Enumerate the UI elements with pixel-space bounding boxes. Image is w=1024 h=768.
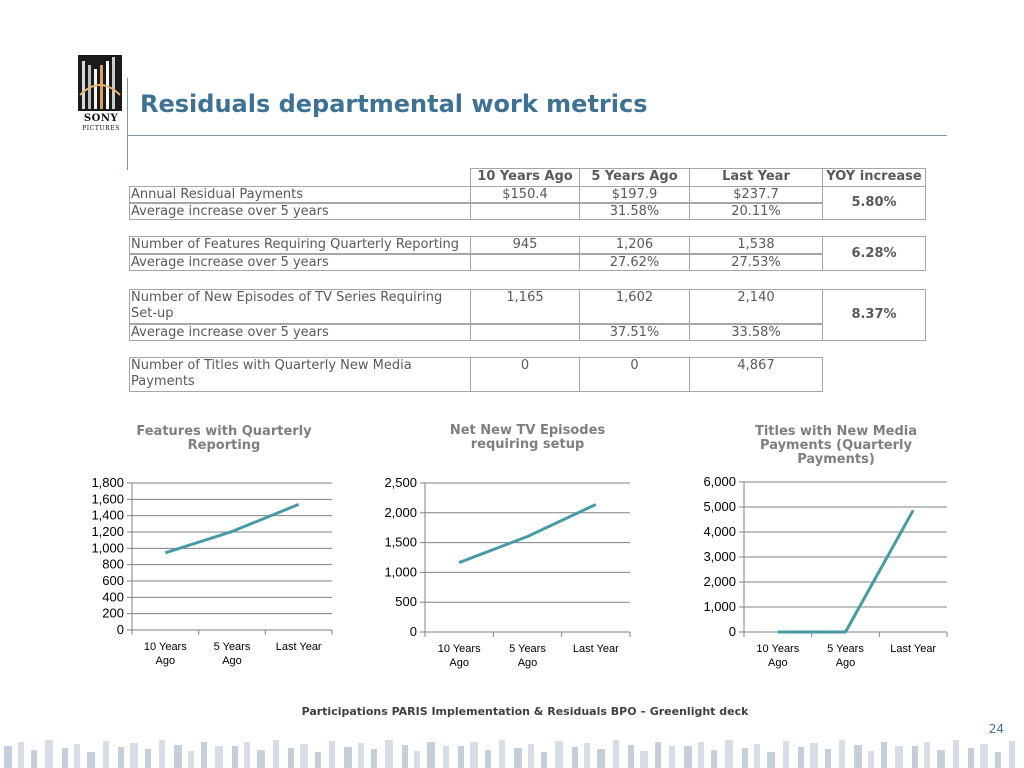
strip-bar xyxy=(924,742,930,768)
strip-bar xyxy=(953,740,959,768)
strip-bar xyxy=(4,746,12,768)
row-label: Number of New Episodes of TV Series Requiring Set-up xyxy=(129,289,471,324)
strip-bar xyxy=(232,746,238,768)
strip-bar xyxy=(980,744,988,768)
strip-bar xyxy=(215,746,223,768)
column-header: 5 Years Ago xyxy=(579,168,690,187)
strip-bar xyxy=(145,749,151,768)
strip-bar xyxy=(628,745,634,768)
strip-bar xyxy=(669,746,675,768)
strip-bar xyxy=(300,744,308,768)
header-vertical-rule xyxy=(127,78,128,170)
strip-bar xyxy=(640,751,648,768)
y-tick-label: 0 xyxy=(116,622,124,637)
y-tick-label: 1,000 xyxy=(703,599,736,614)
table-cell: 1,206 xyxy=(579,236,690,254)
strip-bar xyxy=(257,750,265,768)
y-tick-label: 2,500 xyxy=(384,475,417,490)
strip-bar xyxy=(188,751,194,768)
strip-bar xyxy=(742,748,748,768)
row-label: Number of Features Requiring Quarterly Reporting xyxy=(129,236,471,254)
y-tick-label: 1,500 xyxy=(384,534,417,550)
chart-new-media xyxy=(692,470,967,670)
chart-features-quarterly xyxy=(80,470,350,670)
table-cell: $237.7 xyxy=(689,186,823,203)
table-cell: 37.51% xyxy=(579,324,690,341)
strip-bar xyxy=(711,750,717,768)
strip-bar xyxy=(273,740,279,768)
strip-bar xyxy=(767,752,775,768)
table-cell xyxy=(470,254,580,271)
y-tick-label: 1,600 xyxy=(91,491,124,507)
column-header: Last Year xyxy=(689,168,823,187)
table-cell: $197.9 xyxy=(579,186,690,203)
y-tick-label: 1,800 xyxy=(91,475,124,490)
table-cell: 0 xyxy=(579,357,690,392)
sony-pictures-emblem-icon xyxy=(78,55,122,111)
strip-bar xyxy=(868,751,874,768)
series-line xyxy=(778,510,913,632)
table-cell: $150.4 xyxy=(470,186,580,203)
table-cell: 1,602 xyxy=(579,289,690,324)
y-tick-label: 2,000 xyxy=(384,504,417,520)
strip-bar xyxy=(798,747,804,768)
logo-text-pictures: PICTURES xyxy=(82,125,120,132)
page-number: 24 xyxy=(988,722,1004,736)
x-tick-label: 10 Years Ago xyxy=(143,641,187,667)
strip-bar xyxy=(499,740,505,768)
strip-bar xyxy=(288,748,294,768)
strip-bar xyxy=(881,742,887,768)
strip-bar xyxy=(470,742,478,768)
strip-bar xyxy=(329,741,335,768)
y-tick-label: 1,200 xyxy=(91,524,124,539)
strip-bar xyxy=(854,745,862,768)
y-tick-label: 4,000 xyxy=(703,524,736,539)
strip-bar xyxy=(31,750,37,768)
x-tick-label: 5 Years Ago xyxy=(827,643,864,669)
y-tick-label: 0 xyxy=(728,624,736,639)
row-label: Number of Titles with Quarterly New Media Payments xyxy=(129,357,471,392)
table-cell: 20.11% xyxy=(689,203,823,220)
strip-bar xyxy=(414,751,420,768)
strip-bar xyxy=(584,743,590,768)
y-tick-label: 3,000 xyxy=(703,549,736,564)
y-tick-label: 5,000 xyxy=(703,499,736,514)
strip-bar xyxy=(655,742,661,768)
y-tick-label: 1,000 xyxy=(384,564,417,580)
table-cell: 27.62% xyxy=(579,254,690,271)
yoy-increase-value: 5.80% xyxy=(822,186,926,220)
strip-bar xyxy=(810,743,818,768)
strip-bar xyxy=(825,749,831,768)
x-tick-label: 5 Years Ago xyxy=(213,641,251,667)
strip-bar xyxy=(118,747,124,768)
strip-bar xyxy=(514,748,522,768)
decorative-film-strip xyxy=(0,738,1024,768)
strip-bar xyxy=(725,740,733,768)
chart-title-new-media: Titles with New Media Payments (Quarterly Payments) xyxy=(754,424,918,467)
y-tick-label: 1,000 xyxy=(91,540,124,556)
strip-bar xyxy=(839,740,845,768)
strip-bar xyxy=(159,740,165,768)
strip-bar xyxy=(555,741,563,768)
column-header: 10 Years Ago xyxy=(470,168,580,187)
strip-bar xyxy=(74,744,80,768)
x-tick-label: 10 Years Ago xyxy=(756,643,800,669)
strip-bar xyxy=(754,744,760,768)
strip-bar xyxy=(937,750,945,768)
strip-bar xyxy=(698,742,704,768)
x-tick-label: Last Year xyxy=(275,641,322,653)
strip-bar xyxy=(103,741,109,768)
table-cell: 1,165 xyxy=(470,289,580,324)
chart-tv-episodes xyxy=(372,470,647,670)
strip-bar xyxy=(485,750,491,768)
x-tick-label: Last Year xyxy=(890,643,937,655)
row-label: Annual Residual Payments xyxy=(129,186,471,203)
column-header: YOY increase xyxy=(822,168,926,187)
sony-pictures-logo xyxy=(78,55,124,135)
footer-text: Participations PARIS Implementation & Residuals BPO – Greenlight deck xyxy=(301,705,749,718)
strip-bar xyxy=(895,746,903,768)
strip-bar xyxy=(783,741,789,768)
table-cell: 33.58% xyxy=(689,324,823,341)
x-tick-label: 10 Years Ago xyxy=(437,643,481,669)
yoy-increase-value: 8.37% xyxy=(822,289,926,341)
table-cell: 27.53% xyxy=(689,254,823,271)
strip-bar xyxy=(1009,741,1015,768)
strip-bar xyxy=(613,740,619,768)
table-cell: 0 xyxy=(470,357,580,392)
strip-bar xyxy=(912,746,918,768)
chart-title-tv-episodes: Net New TV Episodes requiring setup xyxy=(449,423,606,452)
strip-bar xyxy=(458,746,464,768)
strip-bar xyxy=(244,742,250,768)
strip-bar xyxy=(87,752,95,768)
series-line xyxy=(165,504,298,552)
y-tick-label: 400 xyxy=(102,589,124,605)
strip-bar xyxy=(528,744,534,768)
row-label: Average increase over 5 years xyxy=(129,324,471,341)
table-cell: 2,140 xyxy=(689,289,823,324)
y-tick-label: 800 xyxy=(102,556,124,572)
y-tick-label: 1,400 xyxy=(91,507,124,523)
logo-text-sony: SONY xyxy=(83,113,119,124)
strip-bar xyxy=(385,740,393,768)
row-label: Average increase over 5 years xyxy=(129,254,471,271)
strip-bar xyxy=(344,747,352,768)
strip-bar xyxy=(315,752,321,768)
strip-bar xyxy=(443,746,449,768)
strip-bar xyxy=(427,742,435,768)
strip-bar xyxy=(174,745,182,768)
y-tick-label: 6,000 xyxy=(703,474,736,489)
strip-bar xyxy=(572,747,578,768)
y-tick-label: 2,000 xyxy=(703,574,736,589)
page-title: Residuals departmental work metrics xyxy=(140,90,648,118)
strip-bar xyxy=(995,752,1001,768)
row-label: Average increase over 5 years xyxy=(129,203,471,220)
x-tick-label: 5 Years Ago xyxy=(509,643,546,669)
table-cell: 4,867 xyxy=(689,357,823,392)
strip-bar xyxy=(597,749,605,768)
chart-title-features: Features with Quarterly Reporting xyxy=(136,424,312,453)
header-horizontal-rule xyxy=(127,135,947,136)
strip-bar xyxy=(45,740,53,768)
y-tick-label: 0 xyxy=(409,624,417,639)
strip-bar xyxy=(358,743,364,768)
strip-bar xyxy=(541,752,547,768)
strip-bar xyxy=(968,748,974,768)
table-cell: 1,538 xyxy=(689,236,823,254)
strip-bar xyxy=(402,745,408,768)
yoy-increase-value: 6.28% xyxy=(822,236,926,271)
x-tick-label: Last Year xyxy=(572,643,619,655)
strip-bar xyxy=(18,742,24,768)
table-cell: 945 xyxy=(470,236,580,254)
strip-bar xyxy=(371,749,377,768)
table-cell xyxy=(470,324,580,341)
strip-bar xyxy=(684,746,692,768)
strip-bar xyxy=(201,742,207,768)
table-cell: 31.58% xyxy=(579,203,690,220)
y-tick-label: 600 xyxy=(102,573,124,588)
y-tick-label: 500 xyxy=(395,594,417,610)
strip-bar xyxy=(62,748,68,768)
table-cell xyxy=(470,203,580,220)
strip-bar xyxy=(130,743,138,768)
y-tick-label: 200 xyxy=(102,605,124,621)
